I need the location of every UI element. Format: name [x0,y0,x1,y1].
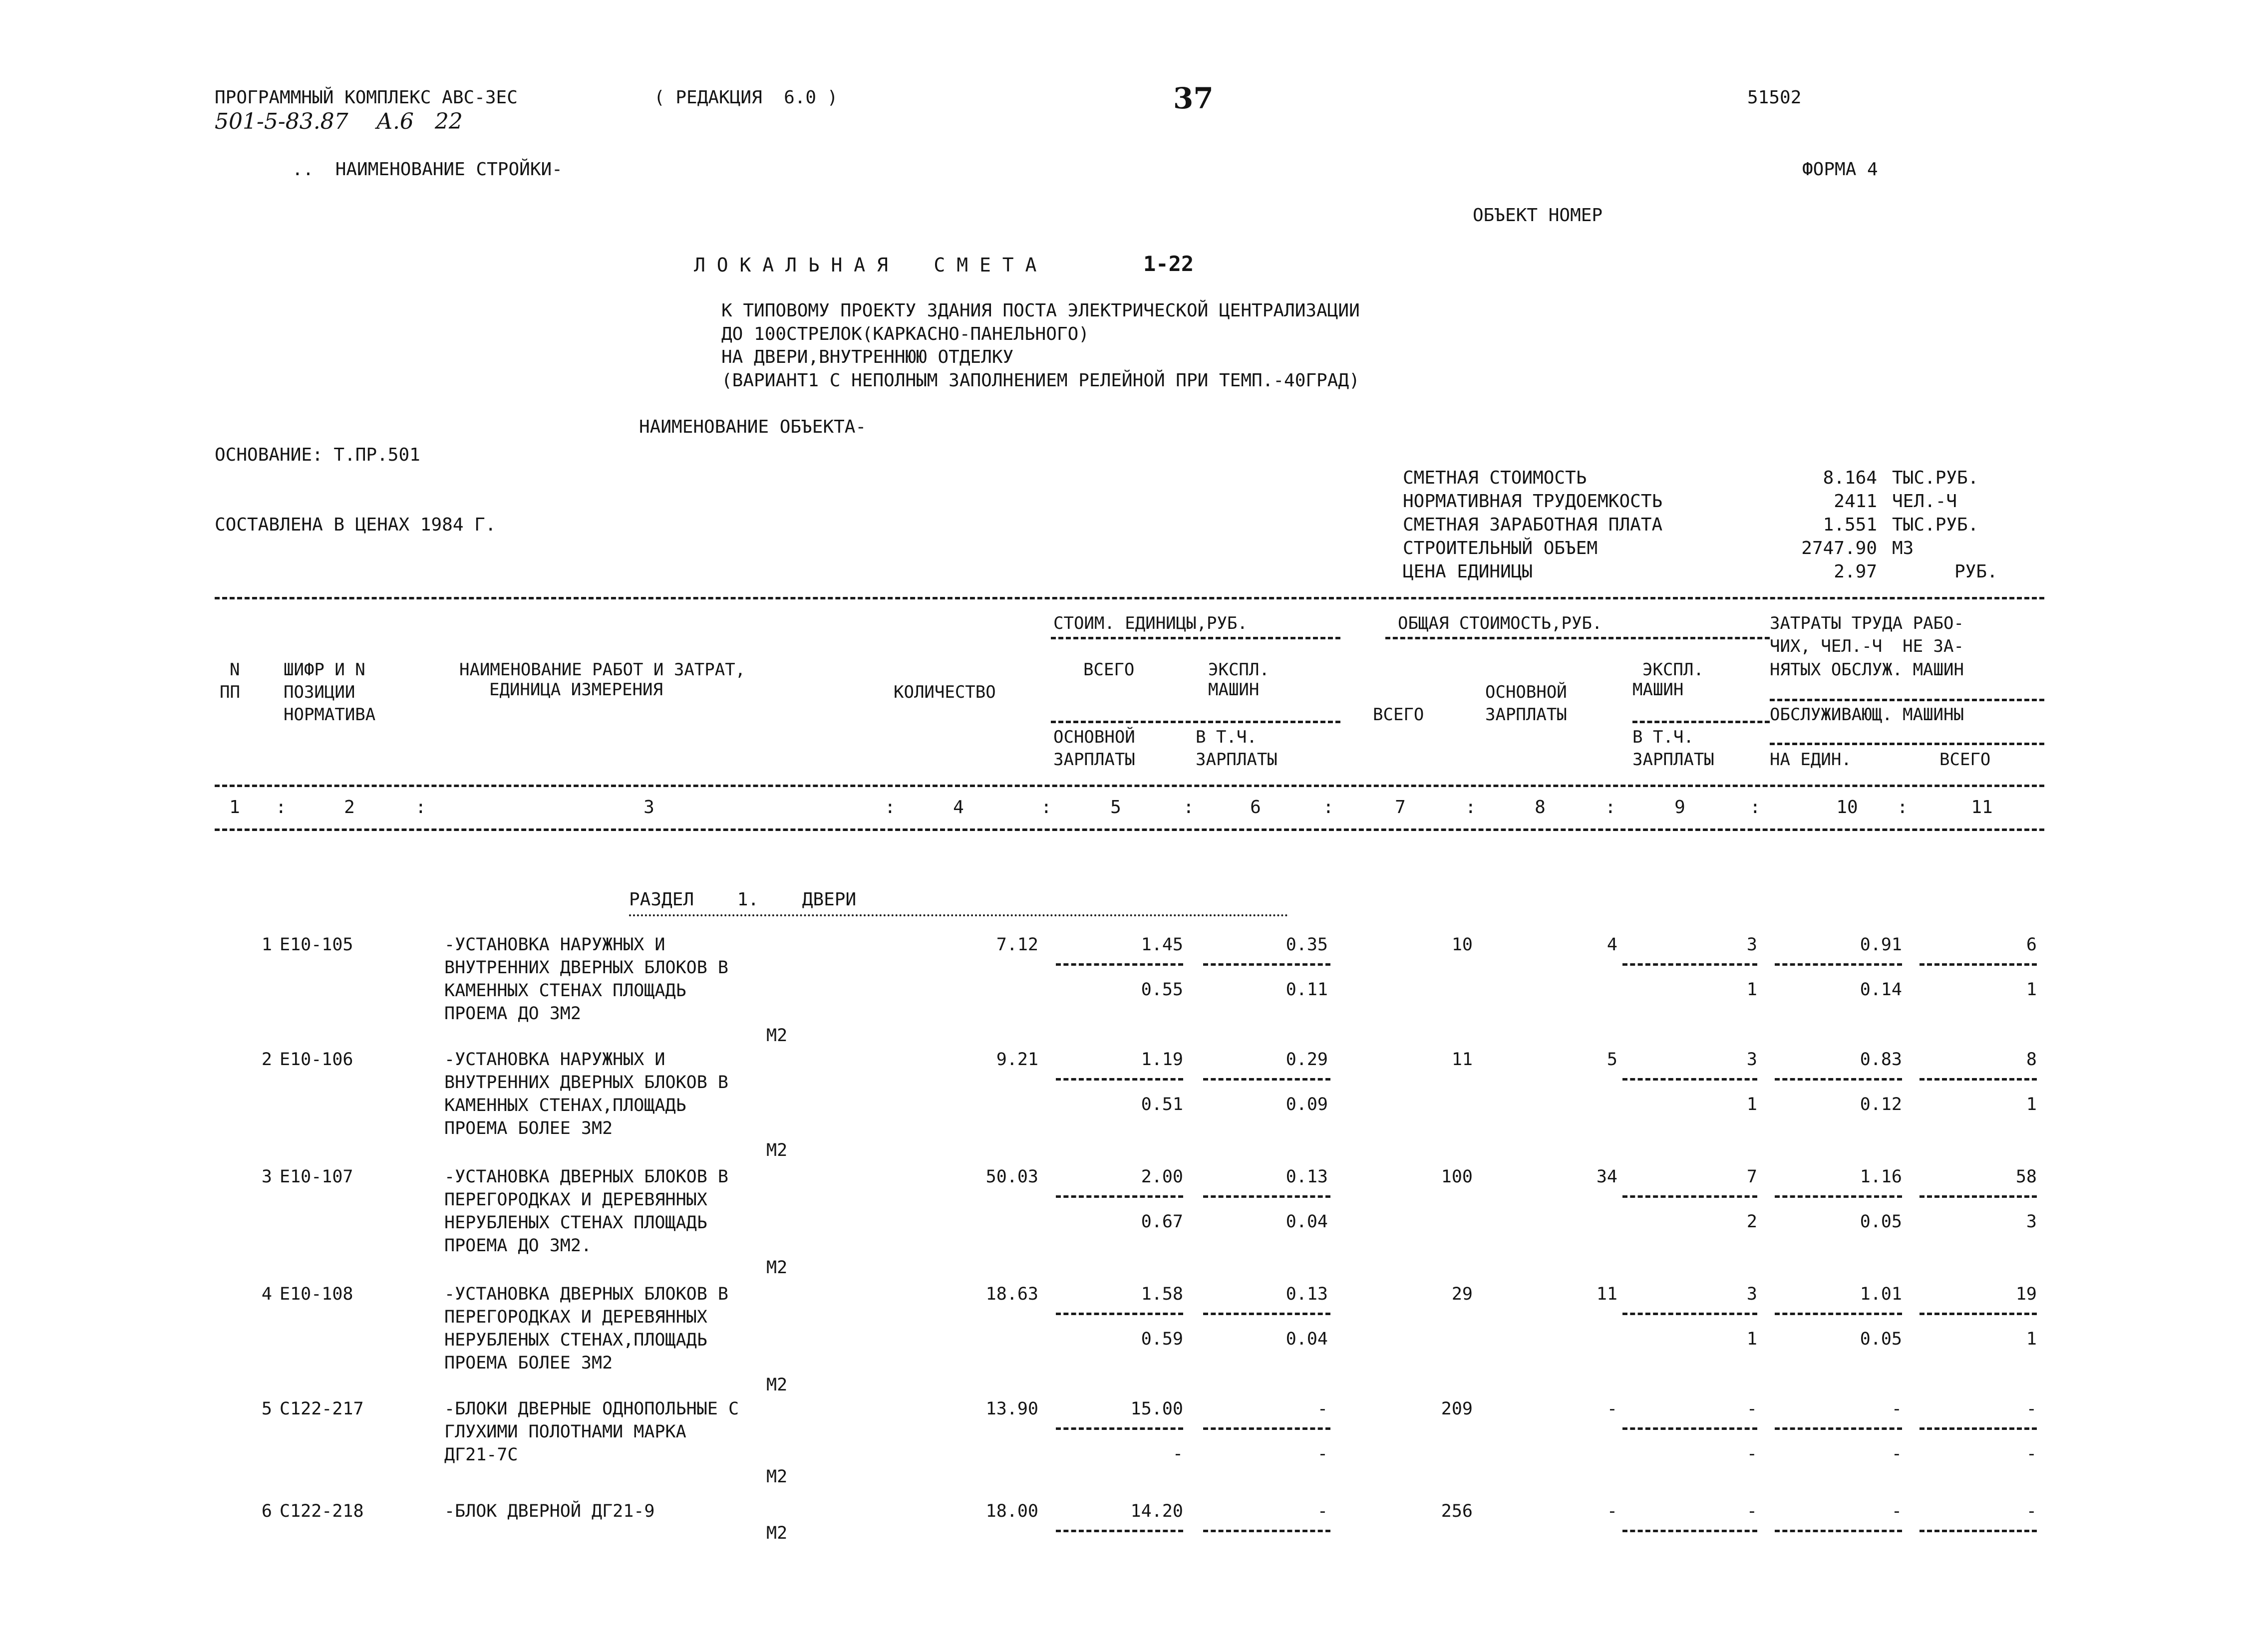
row-unit-machines-salary: 0.04 [1285,1212,1328,1232]
row-labor-total-2: 1 [2026,1095,2037,1114]
row-total-salary: 34 [1596,1167,1617,1187]
row-total: 29 [1451,1284,1473,1304]
row-unit: М2 [766,1026,788,1046]
row-name-line: НЕРУБЛЕНЫХ СТЕНАХ ПЛОЩАДЬ [444,1213,707,1233]
document-code: 51502 [1747,87,1802,108]
row-total-salary: 11 [1596,1284,1617,1304]
row-total-machines-salary: - [1746,1444,1757,1464]
cell-divider-rule [1622,1078,1757,1081]
cell-divider-rule [1203,1195,1330,1198]
row-name-line: ПРОЕМА ДО 3М2 [444,1004,581,1024]
cell-divider-rule [1920,1530,2037,1532]
header-labor-1: ЗАТРАТЫ ТРУДА РАБО- [1770,613,1964,633]
header-unit-zarplaty: ЗАРПЛАТЫ [1053,750,1135,770]
row-name-line: ПЕРЕГОРОДКАХ И ДЕРЕВЯННЫХ [444,1307,707,1327]
row-unit: М2 [766,1140,788,1160]
cell-divider-rule [1622,1427,1757,1430]
cell-divider-rule [1920,963,2037,966]
header-code-1: ШИФР И N [284,660,365,680]
row-total-machines-salary: 1 [1746,1329,1757,1349]
row-total-salary: - [1606,1399,1617,1419]
header-unit-zarplaty-2: ЗАРПЛАТЫ [1196,750,1278,770]
column-number: 1 [229,797,240,818]
edition: ( РЕДАКЦИЯ 6.0 ) [654,87,838,108]
row-labor-total: 19 [2015,1284,2037,1304]
row-quantity: 50.03 [985,1167,1038,1187]
object-number-label: ОБЪЕКТ НОМЕР [1473,205,1603,226]
row-unit-machines-salary: 0.09 [1285,1095,1328,1114]
row-total-machines: 3 [1746,935,1757,955]
cell-divider-rule [1775,1427,1902,1430]
row-unit-salary: - [1172,1444,1183,1464]
header-total-ekspl: ЭКСПЛ. [1642,660,1704,680]
cell-divider-rule [1920,1427,2037,1430]
summary-value: 2747.90 [1801,538,1877,558]
row-number: 1 [261,935,272,955]
row-name-line: ВНУТРЕННИХ ДВЕРНЫХ БЛОКОВ В [444,1073,728,1093]
row-name-line: НЕРУБЛЕНЫХ СТЕНАХ,ПЛОЩАДЬ [444,1330,707,1350]
row-unit: М2 [766,1523,788,1543]
summary-unit: РУБ. [1954,561,1998,582]
row-unit-total: 14.20 [1130,1501,1183,1521]
header-code-2: ПОЗИЦИИ [284,682,355,702]
basis: ОСНОВАНИЕ: Т.ПР.501 [215,445,420,465]
header-labor-3: НЯТЫХ ОБСЛУЖ. МАШИН [1770,660,1964,680]
row-total-machines-salary: 1 [1746,980,1757,1000]
row-unit: М2 [766,1258,788,1278]
handwritten-reference: 501-5-83.87 А.6 22 [215,109,463,134]
row-unit-total: 2.00 [1141,1167,1183,1187]
page-number: 37 [1173,81,1214,115]
row-name-line: -УСТАНОВКА НАРУЖНЫХ И [444,935,665,955]
row-code: Е10-108 [280,1284,353,1304]
column-number: 6 [1250,797,1261,818]
table-top-rule [215,597,2044,599]
object-name-label: НАИМЕНОВАНИЕ ОБЪЕКТА- [639,417,867,437]
row-code: Е10-105 [280,935,353,955]
row-labor-per-unit: 0.83 [1860,1050,1902,1070]
row-quantity: 7.12 [996,935,1038,955]
row-unit-salary: 0.67 [1141,1212,1183,1232]
program-name: ПРОГРАММНЫЙ КОМПЛЕКС АВС-3ЕС [215,87,518,108]
row-unit-salary: 0.59 [1141,1329,1183,1349]
row-total-machines: 3 [1746,1050,1757,1070]
header-total-vsego: ВСЕГО [1373,705,1424,725]
row-unit-machines: - [1317,1501,1328,1521]
row-labor-per-unit-2: 0.14 [1860,980,1902,1000]
row-unit: М2 [766,1467,788,1487]
row-total-machines-salary: 1 [1746,1095,1757,1114]
summary-label: СМЕТНАЯ ЗАРАБОТНАЯ ПЛАТА [1403,515,1663,535]
row-labor-total-2: 1 [2026,1329,2037,1349]
row-total-salary: - [1606,1501,1617,1521]
row-number: 6 [261,1501,272,1521]
row-labor-per-unit: 1.16 [1860,1167,1902,1187]
description-line-3: НА ДВЕРИ,ВНУТРЕННЮЮ ОТДЕЛКУ [721,347,1014,367]
cell-divider-rule [1203,1078,1330,1081]
row-total-machines: - [1746,1501,1757,1521]
header-total-zarplaty: ЗАРПЛАТЫ [1485,705,1567,725]
row-code: С122-218 [280,1501,364,1521]
summary-unit: ТЫС.РУБ. [1892,515,1979,535]
column-number: 7 [1395,797,1406,818]
header-bottom-rule [215,785,2044,787]
header-rule [1770,699,2044,701]
header-unit-mashin: МАШИН [1208,680,1260,700]
row-unit-total: 1.19 [1141,1050,1183,1070]
header-unit-cost: СТОИМ. ЕДИНИЦЫ,РУБ. [1053,613,1248,633]
summary-unit: ЧЕЛ.-Ч [1892,491,1957,512]
row-unit-total: 15.00 [1130,1399,1183,1419]
header-rule [1051,637,1340,639]
header-total-vtch: В Т.Ч. [1632,727,1694,747]
row-labor-total: 6 [2026,935,2037,955]
header-total-cost: ОБЩАЯ СТОИМОСТЬ,РУБ. [1398,613,1602,633]
row-labor-total-2: - [2026,1444,2037,1464]
row-number: 4 [261,1284,272,1304]
cell-divider-rule [1056,1313,1183,1315]
summary-unit: М3 [1892,538,1914,558]
row-total-salary: 4 [1606,935,1617,955]
row-labor-per-unit: - [1891,1501,1902,1521]
row-labor-total: - [2026,1399,2037,1419]
row-labor-total-2: 3 [2026,1212,2037,1232]
header-rule [1051,721,1340,723]
row-quantity: 13.90 [985,1399,1038,1419]
row-name-line: -БЛОКИ ДВЕРНЫЕ ОДНОПОЛЬНЫЕ С [444,1399,739,1419]
column-number: 8 [1535,797,1546,818]
row-quantity: 18.00 [985,1501,1038,1521]
row-name-line: ПРОЕМА ДО 3М2. [444,1236,592,1256]
row-unit-total: 1.58 [1141,1284,1183,1304]
row-unit-machines: 0.13 [1285,1284,1328,1304]
row-name-line: ДГ21-7С [444,1445,518,1465]
header-unit-ekspl: ЭКСПЛ. [1208,660,1270,680]
estimate-title: Л О К А Л Ь Н А Я С М Е Т А [694,254,1037,276]
cell-divider-rule [1056,1427,1183,1430]
row-labor-per-unit-2: 0.05 [1860,1212,1902,1232]
summary-value: 2.97 [1834,561,1877,582]
row-quantity: 18.63 [985,1284,1038,1304]
row-name-line: -УСТАНОВКА ДВЕРНЫХ БЛОКОВ В [444,1284,728,1304]
cell-divider-rule [1203,1427,1330,1430]
row-labor-total-2: 1 [2026,980,2037,1000]
row-name-line: КАМЕННЫХ СТЕНАХ,ПЛОЩАДЬ [444,1096,686,1115]
summary-label: НОРМАТИВНАЯ ТРУДОЕМКОСТЬ [1403,491,1663,512]
cell-divider-rule [1775,963,1902,966]
cell-divider-rule [1203,1530,1330,1532]
cell-divider-rule [1622,1530,1757,1532]
row-labor-per-unit-2: 0.12 [1860,1095,1902,1114]
row-total: 209 [1441,1399,1473,1419]
row-unit-machines-salary: - [1317,1444,1328,1464]
row-total: 256 [1441,1501,1473,1521]
row-labor-per-unit: - [1891,1399,1902,1419]
cell-divider-rule [1920,1078,2037,1081]
row-labor-per-unit-2: - [1891,1444,1902,1464]
row-total-machines: - [1746,1399,1757,1419]
cell-divider-rule [1775,1530,1902,1532]
column-number: 4 [953,797,964,818]
summary-value: 1.551 [1823,515,1877,535]
column-number: 3 [643,797,654,818]
cell-divider-rule [1056,1530,1183,1532]
row-name-line: -УСТАНОВКА ДВЕРНЫХ БЛОКОВ В [444,1167,728,1187]
summary-label: СМЕТНАЯ СТОИМОСТЬ [1403,468,1587,488]
column-number: 10 [1836,797,1858,818]
estimate-number: 1-22 [1143,252,1194,276]
header-rule [1770,743,2044,745]
row-number: 2 [261,1050,272,1070]
row-labor-total: - [2026,1501,2037,1521]
header-name-1: НАИМЕНОВАНИЕ РАБОТ И ЗАТРАТ, [459,660,746,680]
row-total-machines: 7 [1746,1167,1757,1187]
row-unit-machines: 0.29 [1285,1050,1328,1070]
description-line-2: ДО 100СТРЕЛОК(КАРКАСНО-ПАНЕЛЬНОГО) [721,324,1089,344]
row-unit-total: 1.45 [1141,935,1183,955]
header-total-zarplaty: ЗАРПЛАТЫ [1632,750,1714,770]
header-rule [1632,721,1770,723]
cell-divider-rule [1920,1195,2037,1198]
row-unit-machines-salary: 0.04 [1285,1329,1328,1349]
header-name-2: ЕДИНИЦА ИЗМЕРЕНИЯ [489,680,663,700]
cell-divider-rule [1622,1313,1757,1315]
header-code-3: НОРМАТИВА [284,705,376,725]
cell-divider-rule [1203,1313,1330,1315]
row-name-line: ПЕРЕГОРОДКАХ И ДЕРЕВЯННЫХ [444,1190,707,1210]
header-unit-total: ВСЕГО [1083,660,1135,680]
row-unit-machines: - [1317,1399,1328,1419]
row-name-line: ПРОЕМА БОЛЕЕ 3М2 [444,1118,613,1138]
row-name-line: ГЛУХИМИ ПОЛОТНАМИ МАРКА [444,1422,686,1442]
description-line-4: (ВАРИАНТ1 С НЕПОЛНЫМ ЗАПОЛНЕНИЕМ РЕЛЕЙНОЙ ПРИ ТЕМП.-40ГРАД) [721,370,1360,391]
header-unit-vtch: В Т.Ч. [1196,727,1257,747]
header-labor-total: ВСЕГО [1939,750,1991,770]
row-unit-machines: 0.13 [1285,1167,1328,1187]
summary-value: 8.164 [1823,468,1877,488]
cell-divider-rule [1775,1195,1902,1198]
row-total-machines-salary: 2 [1746,1212,1757,1232]
header-quantity: КОЛИЧЕСТВО [894,682,996,702]
header-n: N [230,660,240,680]
header-rule [1385,637,1770,639]
row-total: 100 [1441,1167,1473,1187]
summary-unit: ТЫС.РУБ. [1892,468,1979,488]
row-unit: М2 [766,1375,788,1395]
header-labor-per-unit: НА ЕДИН. [1770,750,1852,770]
row-total-machines: 3 [1746,1284,1757,1304]
cell-divider-rule [1622,963,1757,966]
row-total: 11 [1451,1050,1473,1070]
row-code: С122-217 [280,1399,364,1419]
row-name-line: -УСТАНОВКА НАРУЖНЫХ И [444,1050,665,1070]
row-number: 3 [261,1167,272,1187]
cell-divider-rule [1775,1078,1902,1081]
row-labor-per-unit-2: 0.05 [1860,1329,1902,1349]
header-labor-2: ЧИХ, ЧЕЛ.-Ч НЕ ЗА- [1770,636,1964,656]
row-name-line: ПРОЕМА БОЛЕЕ 3М2 [444,1353,613,1373]
row-unit-salary: 0.55 [1141,980,1183,1000]
row-unit-machines-salary: 0.11 [1285,980,1328,1000]
section-underline [629,914,1288,916]
row-labor-per-unit: 0.91 [1860,935,1902,955]
cell-divider-rule [1056,1195,1183,1198]
header-total-osnovnoy: ОСНОВНОЙ [1485,682,1567,702]
summary-value: 2411 [1834,491,1877,512]
section-title: РАЗДЕЛ 1. ДВЕРИ [629,889,857,910]
column-number: 9 [1674,797,1685,818]
row-name-line: -БЛОК ДВЕРНОЙ ДГ21-9 [444,1501,655,1521]
construction-name-label: .. НАИМЕНОВАНИЕ СТРОЙКИ- [292,159,563,180]
column-number: 2 [344,797,355,818]
column-number: 11 [1971,797,1993,818]
form-label: ФОРМА 4 [1802,159,1878,180]
row-number: 5 [261,1399,272,1419]
summary-label: ЦЕНА ЕДИНИЦЫ [1403,561,1533,582]
cell-divider-rule [1056,1078,1183,1081]
prices-note: СОСТАВЛЕНА В ЦЕНАХ 1984 Г. [215,515,496,535]
description-line-1: К ТИПОВОМУ ПРОЕКТУ ЗДАНИЯ ПОСТА ЭЛЕКТРИЧЕСКОЙ ЦЕНТРАЛИЗАЦИИ [721,300,1360,321]
header-labor-sub: ОБСЛУЖИВАЮЩ. МАШИНЫ [1770,705,1964,725]
header-pp: ПП [220,682,240,702]
row-labor-per-unit: 1.01 [1860,1284,1902,1304]
row-name-line: КАМЕННЫХ СТЕНАХ ПЛОЩАДЬ [444,981,686,1001]
column-numbers-rule [215,828,2044,831]
row-name-line: ВНУТРЕННИХ ДВЕРНЫХ БЛОКОВ В [444,958,728,978]
cell-divider-rule [1920,1313,2037,1315]
row-unit-salary: 0.51 [1141,1095,1183,1114]
row-labor-total: 8 [2026,1050,2037,1070]
cell-divider-rule [1203,963,1330,966]
column-number: 5 [1110,797,1121,818]
row-total-salary: 5 [1606,1050,1617,1070]
row-total: 10 [1451,935,1473,955]
row-quantity: 9.21 [996,1050,1038,1070]
row-unit-machines: 0.35 [1285,935,1328,955]
row-code: Е10-106 [280,1050,353,1070]
header-unit-osnovnoy: ОСНОВНОЙ [1053,727,1135,747]
summary-label: СТРОИТЕЛЬНЫЙ ОБЪЕМ [1403,538,1598,558]
row-labor-total: 58 [2015,1167,2037,1187]
cell-divider-rule [1056,963,1183,966]
header-total-mashin: МАШИН [1632,680,1684,700]
row-code: Е10-107 [280,1167,353,1187]
cell-divider-rule [1622,1195,1757,1198]
cell-divider-rule [1775,1313,1902,1315]
